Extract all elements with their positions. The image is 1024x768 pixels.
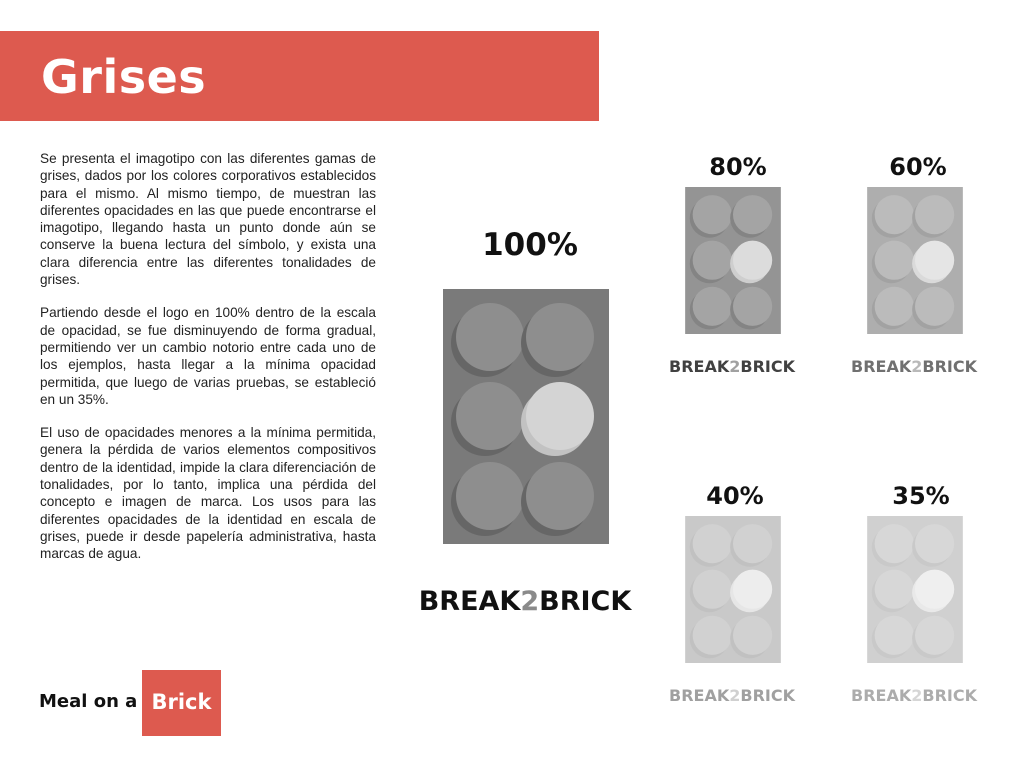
logo-group <box>685 516 781 663</box>
wordmark-brick: BRICK <box>740 357 795 376</box>
brick-logo-40 <box>685 516 781 663</box>
wordmark-80 <box>662 359 802 375</box>
stud <box>875 524 914 563</box>
stud <box>693 287 732 326</box>
paragraph-3: El uso de opacidades menores a la mínima permitida, genera la pérdida de varios elementos compositivos dentro de la identidad, impide la clara diferenciación de tonalidades, por lo tanto, implica una pérdida del concepto e imagen de marca. Los usos para las diferentes opacidades de la identidad en escala de grises, puede ir desde papelería administrativa, hasta marcas de agua. <box>40 425 376 562</box>
wordmark-brick: BRICK <box>740 686 795 705</box>
stud <box>693 524 732 563</box>
stud-highlight <box>915 570 954 609</box>
wordmark-break: BREAK <box>669 686 730 705</box>
paragraph-2: Partiendo desde el logo en 100% dentro de la escala de opacidad, se fue disminuyendo de forma gradual, permitiendo ver un cambio notorio entre cada uno de los ejemplos, hasta llegar a la mínima opacidad permitida, que luego de varias pruebas, se estableció en un 35%. <box>40 305 376 407</box>
logo-group <box>867 187 963 334</box>
stud <box>915 287 954 326</box>
footer-label: Meal on a <box>39 691 138 712</box>
stud-highlight <box>733 241 772 280</box>
footer-brand-box <box>142 670 221 736</box>
body-text <box>40 150 376 579</box>
wordmark-break: BREAK <box>669 357 730 376</box>
stud <box>875 241 914 280</box>
wordmark-brick: BRICK <box>922 357 977 376</box>
stud-highlight <box>915 241 954 280</box>
wordmark-100 <box>410 588 640 615</box>
wordmark-60 <box>844 359 984 375</box>
stud <box>456 303 524 371</box>
stud <box>875 570 914 609</box>
opacity-label-100: 100% <box>482 227 578 263</box>
opacity-label-60: 60% <box>889 153 947 181</box>
stud-highlight <box>733 570 772 609</box>
stud <box>875 195 914 234</box>
logo-group <box>867 516 963 663</box>
stud <box>733 195 772 234</box>
stud <box>693 570 732 609</box>
footer-brand-text: Brick <box>151 690 212 714</box>
logo-group <box>443 289 609 544</box>
stud <box>915 616 954 655</box>
wordmark-brick: BRICK <box>539 586 632 617</box>
stud <box>915 524 954 563</box>
brick-logo-80 <box>685 187 781 334</box>
wordmark-2: 2 <box>911 357 923 376</box>
brick-logo-100 <box>443 289 609 544</box>
wordmark-40 <box>662 688 802 704</box>
stud <box>733 287 772 326</box>
stud-highlight <box>526 382 594 450</box>
stud <box>733 524 772 563</box>
stud <box>526 462 594 530</box>
page-title: Grises <box>41 50 207 104</box>
wordmark-break: BREAK <box>851 686 912 705</box>
wordmark-2: 2 <box>520 586 540 617</box>
logo-group <box>685 187 781 334</box>
paragraph-1: Se presenta el imagotipo con las diferentes gamas de grises, dados por los colores corporativos establecidos para el mismo. Al mismo tiempo, de muestran las diferentes opacidades en las que puede encontrarse el imagotipo, llegando hasta un punto donde aún se conserve la buena lectura del símbolo, y exista una clara diferencia entre las diferentes tonalidades de grises. <box>40 151 376 288</box>
wordmark-break: BREAK <box>851 357 912 376</box>
stud <box>693 616 732 655</box>
wordmark-brick: BRICK <box>922 686 977 705</box>
wordmark-2: 2 <box>729 357 741 376</box>
wordmark-break: BREAK <box>418 586 521 617</box>
brick-logo-35 <box>867 516 963 663</box>
opacity-label-80: 80% <box>709 153 767 181</box>
opacity-label-35: 35% <box>892 482 950 510</box>
stud <box>456 382 524 450</box>
wordmark-2: 2 <box>911 686 923 705</box>
stud <box>733 616 772 655</box>
opacity-label-40: 40% <box>706 482 764 510</box>
wordmark-2: 2 <box>729 686 741 705</box>
stud <box>693 241 732 280</box>
wordmark-35 <box>844 688 984 704</box>
stud <box>526 303 594 371</box>
stud <box>456 462 524 530</box>
stud <box>875 287 914 326</box>
brick-logo-60 <box>867 187 963 334</box>
stud <box>915 195 954 234</box>
stud <box>693 195 732 234</box>
stud <box>875 616 914 655</box>
